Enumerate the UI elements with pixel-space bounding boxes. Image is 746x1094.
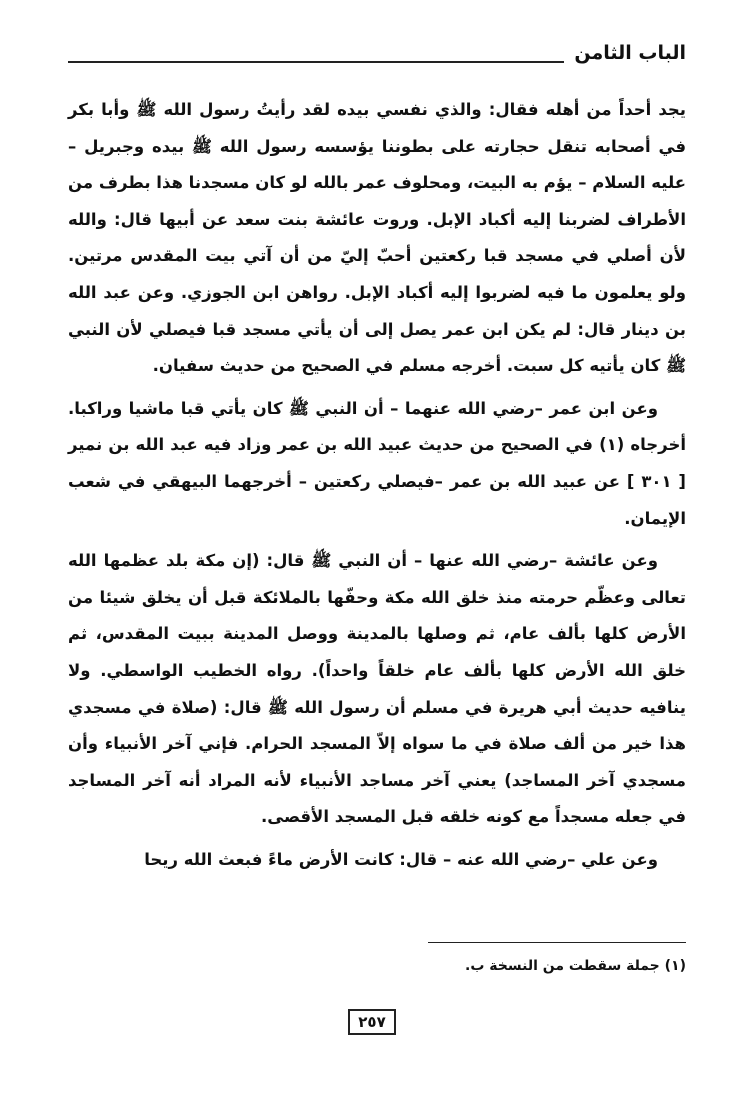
paragraph-4: وعن علي –رضي الله عنه – قال: كانت الأرض ماءً فبعث الله ريحا xyxy=(144,849,658,869)
paragraph-2: وعن ابن عمر –رضي الله عنهما – أن النبي ﷺ كان يأتي قبا ماشيا وراكبا. أخرجاه (١) في الصحيح من حديث عبيد الله بن عمر وزاد فيه عبد الله بن نمير [ ٣٠١ ] عن عبيد الله بن عمر –فيصلي ركعتين – أخرجهما البيهقي في شعب الإيمان. xyxy=(68,398,686,528)
running-header xyxy=(68,40,686,74)
page-number: ٢٥٧ xyxy=(348,1009,396,1035)
chapter-title: الباب الثامن xyxy=(574,42,686,64)
footnote-rule xyxy=(428,942,686,943)
header-rule xyxy=(68,61,564,63)
footnote: (١) جملة سقطت من النسخة ب. xyxy=(465,958,686,974)
paragraph-3: وعن عائشة –رضي الله عنها – أن النبي ﷺ قال: (إن مكة بلد عظمها الله تعالى وعظّم حرمته منذ خلق الله مكة وحفّها بالملائكة قبل أن يخلق شيئا من الأرض كلها بألف عام، ثم وصلها بالمدينة ووصل المدينة ببيت المقدس، ثم خلق الله الأرض كلها بألف عام خلقاً واحداً). رواه الخطيب الواسطي. ولا ينافيه حديث أبي هريرة في مسلم أن رسول الله ﷺ قال: (صلاة في مسجدي هذا خير من ألف صلاة في ما سواه إلاّ المسجد الحرام. فإني آخر الأنبياء وأن مسجدي آخر المساجد) يعني آخر مساجد الأنبياء لأنه المراد أنه آخر المساجد في جعله مسجداً مع كونه خلقه قبل المسجد الأقصى. xyxy=(68,551,686,827)
main-text xyxy=(68,92,686,884)
paragraph-1: يجد أحداً من أهله فقال: والذي نفسي بيده لقد رأيتُ رسول الله ﷺ وأبا بكر في أصحابه تنقل حجارته على بطوننا يؤسسه رسول الله ﷺ بيده وجبريل –عليه السلام – يؤم به البيت، ومحلوف عمر بالله لو كان مسجدنا هذا بطرف من الأطراف لضربنا إليه أكباد الإبل. وروت عائشة بنت سعد عن أبيها قال: والله لأن أصلي في مسجد قبا ركعتين أحبّ إليّ من أن آتي بيت المقدس مرتين. ولو يعلمون ما فيه لضربوا إليه أكباد الإبل. رواهن ابن الجوزي. وعن عبد الله بن دينار قال: لم يكن ابن عمر يصل إلى أن يأتي مسجد قبا فيصلي لأن النبي ﷺ كان يأتيه كل سبت. أخرجه مسلم في الصحيح من حديث سفيان. xyxy=(68,100,686,376)
